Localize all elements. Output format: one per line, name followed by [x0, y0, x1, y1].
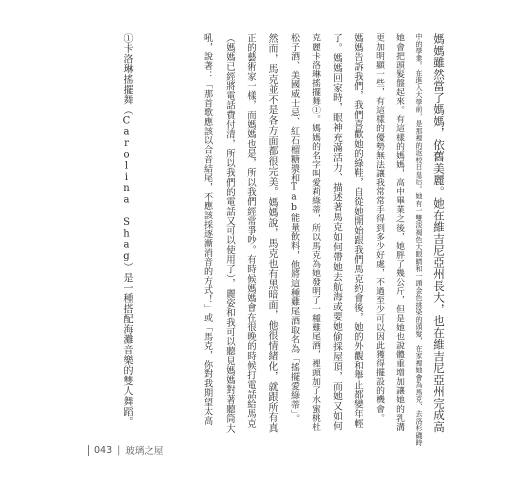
text-column: 吼，說著：「那首歌應該以合音結尾，不應該採逐漸消音的方式！」或「馬克，你對我期望太高	[202, 33, 212, 426]
text-column: 她會把頭髮盤起來。有這樣的媽媽，高中畢業之後，她胖了幾公斤，但是她也說體重增加讓她的乳溝	[394, 33, 404, 432]
text-column: （媽媽已經將電話費付清，所以我們的電話又可以使用了），麗姿和我可以聽見媽媽對著聽筒大	[224, 33, 235, 434]
text-column: 松子酒、美國威士忌、紅石榴糖漿和Tab能量飲料，他將這種雞尾酒取名為「搖擺愛綠蒂」。	[289, 33, 299, 424]
text-column: 了。媽媽回家時，眼神充滿活力、描述著馬克如何帶她去航海或要她偷採屋頂，而她又如何	[331, 33, 342, 431]
text-column: 媽媽雖然當了媽媽，依舊美麗。她在維吉尼亞州長大，也在維吉尼亞州完成高	[432, 33, 446, 433]
text-column: 媽媽告訴我們，我們喜歡她的綠鞋，自從她開始跟我們馬克約會後，她的外觀和舉止都變年輕	[352, 33, 363, 429]
text-column: 正的藝術家一樣，而媽媽也是，所以我們經常爭吵。有時候媽媽會在很晚的時候打電話給馬克	[245, 33, 256, 429]
footer-separator: |	[117, 444, 121, 456]
book-title: 玻璃之屋	[125, 446, 164, 457]
text-column: 中的學業。在進入大學前，是那裡的返校日皇后。她有一雙淡褐色大眼睛和一頭金色挑染的頭髮，在家裡她會為馬克、去洛杉磯時	[415, 33, 423, 447]
footnote: ①卡洛琳搖擺舞（Carolina Shag）是一種搭配海灘音樂的雙人舞蹈。	[121, 33, 132, 428]
text-column: 克麗卡洛琳搖擺舞①。媽媽的名字叫愛莉綠蒂，所以馬克為她發明了一種雞尾酒，裡頭加了水蜜桃杜	[310, 33, 320, 432]
page-footer	[88, 443, 163, 457]
text-column: 然而，馬克並不是各方面都很完美。媽媽說，馬克也有黑暗面，他很情緒化，就跟所有真	[266, 33, 277, 433]
footer-divider	[88, 445, 89, 456]
page-number: 043	[94, 444, 113, 456]
text-column: 更加明顯一些，有這樣的優勢無法讓我常常手得到多少好處，不過至少可以因此獲得擺設的機會。	[374, 33, 384, 423]
